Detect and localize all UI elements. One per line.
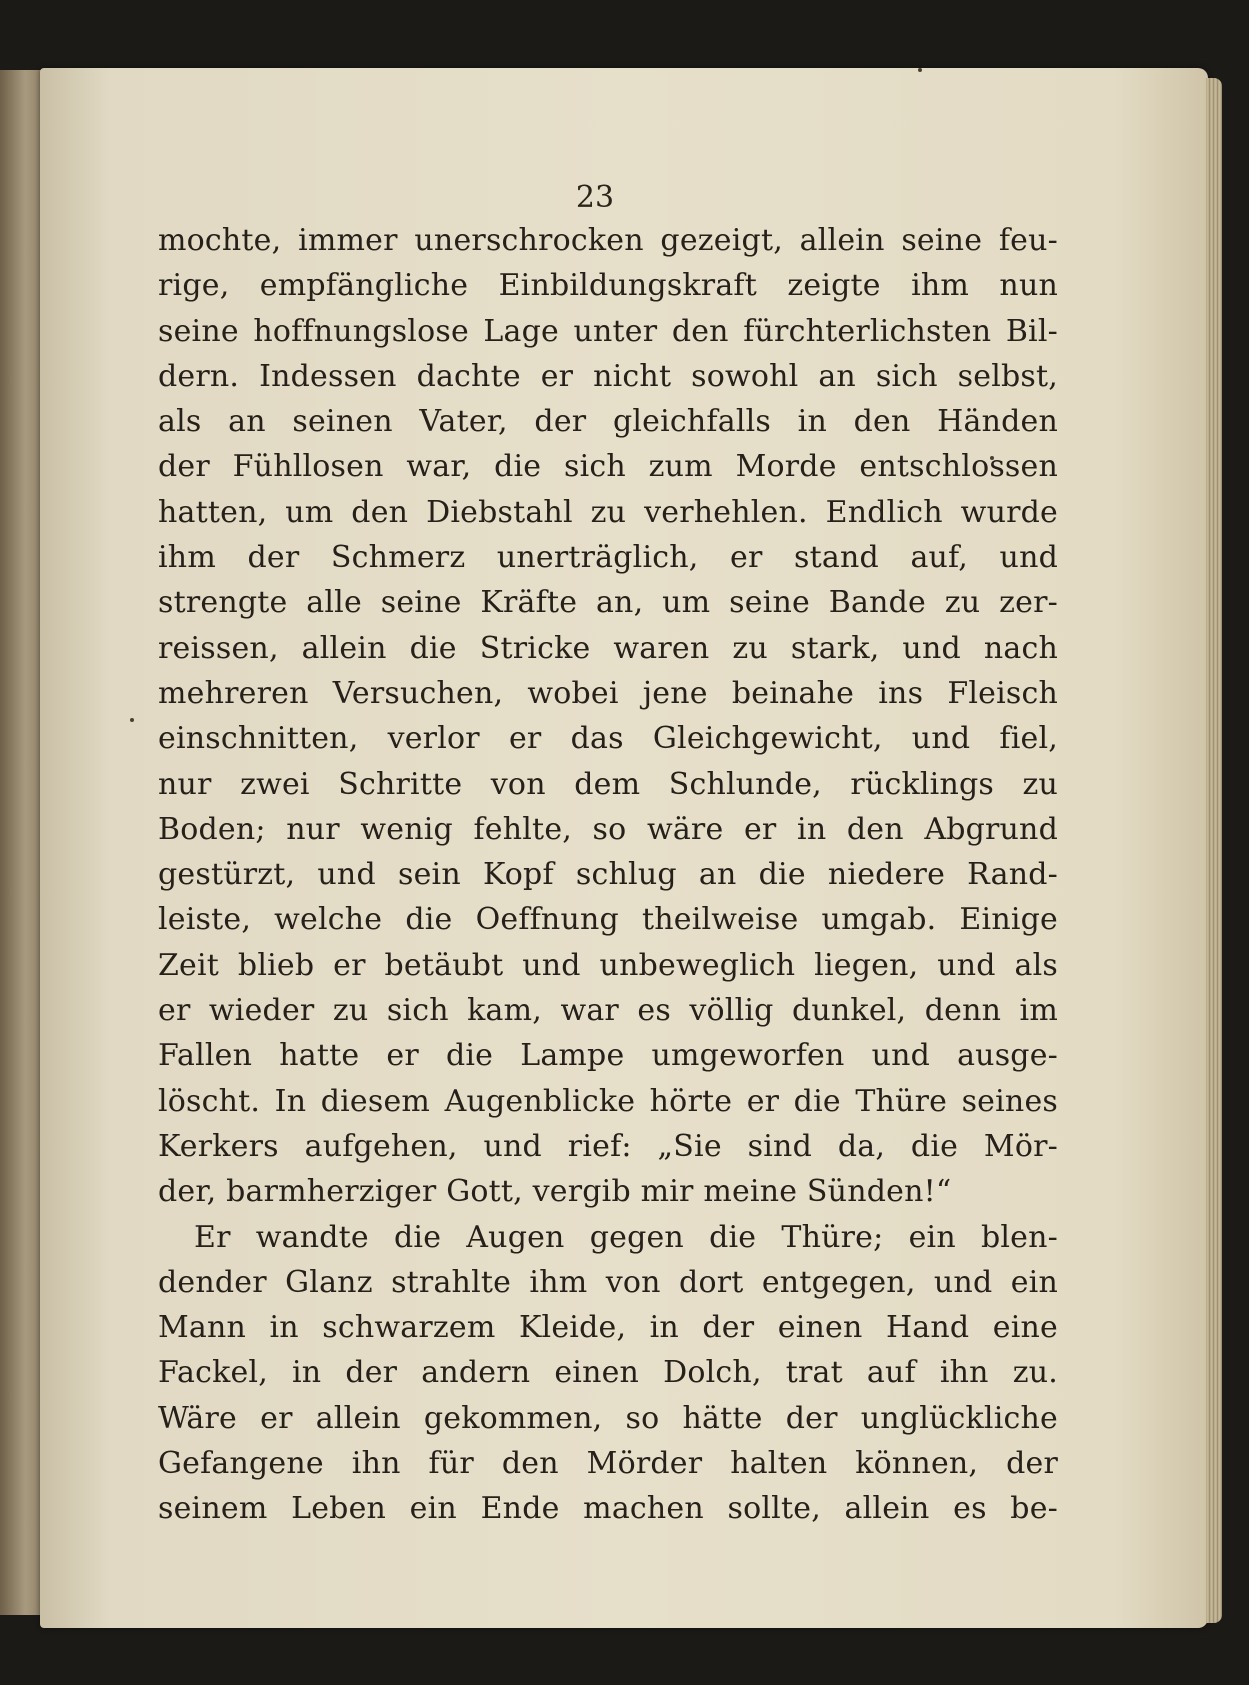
- text-line: gestürzt, und sein Kopf schlug an die niedere Rand-: [158, 857, 1058, 893]
- text-line: dender Glanz strahlte ihm von dort entgegen, und ein: [158, 1264, 1058, 1300]
- text-line: strengte alle seine Kräfte an, um seine Bande zu zer-: [158, 585, 1058, 621]
- text-line: Kerkers aufgehen, und rief: „Sie sind da, die Mör-: [158, 1128, 1058, 1164]
- text-line: Mann in schwarzem Kleide, in der einen Hand eine: [158, 1310, 1058, 1346]
- text-line: als an seinen Vater, der gleichfalls in den Händen: [158, 404, 1058, 440]
- text-line: Boden; nur wenig fehlte, so wäre er in den Abgrund: [158, 811, 1058, 847]
- text-line: er wieder zu sich kam, war es völlig dunkel, denn im: [158, 993, 1058, 1029]
- text-line: seine hoffnungslose Lage unter den fürchterlichsten Bil-: [158, 313, 1058, 349]
- text-line: der Fühllosen war, die sich zum Morde entschlossen: [158, 449, 1058, 485]
- paper-speck: [918, 68, 922, 72]
- text-line: ihm der Schmerz unerträglich, er stand auf, und: [158, 540, 1058, 576]
- text-line: seinem Leben ein Ende machen sollte, allein es be-: [158, 1491, 1058, 1527]
- text-line: Gefangene ihn für den Mörder halten können, der: [158, 1446, 1058, 1482]
- text-line: Wäre er allein gekommen, so hätte der unglückliche: [158, 1400, 1058, 1436]
- text-line: löscht. In diesem Augenblicke hörte er die Thüre seines: [158, 1083, 1058, 1119]
- text-line: dern. Indessen dachte er nicht sowohl an sich selbst,: [158, 358, 1058, 394]
- text-line: reissen, allein die Stricke waren zu stark, und nach: [158, 630, 1058, 666]
- book-page: [40, 68, 1208, 1628]
- paper-speck: [130, 718, 134, 722]
- text-line: mehreren Versuchen, wobei jene beinahe ins Fleisch: [158, 675, 1058, 711]
- text-line: rige, empfängliche Einbildungskraft zeigte ihm nun: [158, 268, 1058, 304]
- body-text: [158, 218, 1058, 1532]
- page-stack-edge: [1206, 78, 1222, 1623]
- text-line: hatten, um den Diebstahl zu verhehlen. Endlich wurde: [158, 494, 1058, 530]
- text-line: Zeit blieb er betäubt und unbeweglich liegen, und als: [158, 947, 1058, 983]
- page-number: 23: [575, 180, 615, 215]
- text-line: Fallen hatte er die Lampe umgeworfen und ausge-: [158, 1038, 1058, 1074]
- text-line: einschnitten, verlor er das Gleichgewicht, und fiel,: [158, 721, 1058, 757]
- text-line: der, barmherziger Gott, vergib mir meine Sünden!“: [158, 1174, 952, 1210]
- text-line: Er wandte die Augen gegen die Thüre; ein blen-: [194, 1219, 1058, 1255]
- text-line: mochte, immer unerschrocken gezeigt, allein seine feu-: [158, 223, 1058, 258]
- text-line: Fackel, in der andern einen Dolch, trat auf ihn zu.: [158, 1355, 1058, 1391]
- text-line: leiste, welche die Oeffnung theilweise umgab. Einige: [158, 902, 1058, 938]
- text-line: nur zwei Schritte von dem Schlunde, rücklings zu: [158, 766, 1058, 802]
